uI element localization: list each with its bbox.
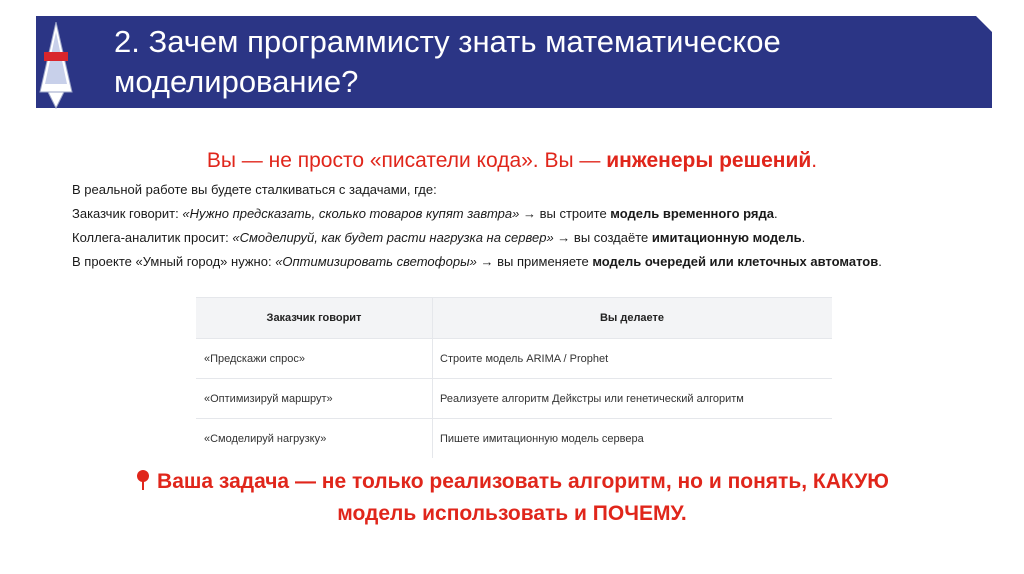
table-row: [196, 378, 832, 419]
example-middle: → вы создаёте: [553, 230, 652, 245]
intro-text: В реальной работе вы будете сталкиваться с задачами, где:: [72, 182, 437, 197]
example-3: [72, 253, 972, 270]
example-prefix: В проекте «Умный город» нужно:: [72, 254, 276, 269]
example-prefix: Коллега-аналитик просит:: [72, 230, 233, 245]
comparison-table: [196, 297, 832, 458]
university-logo-icon: [38, 22, 74, 110]
example-2: [72, 229, 972, 246]
example-middle: → вы применяете: [476, 254, 593, 269]
example-quote: «Смоделируй, как будет расти нагрузка на сервер»: [232, 230, 554, 245]
lead-emphasis: инженеры решений: [606, 149, 812, 172]
example-end: .: [878, 254, 882, 269]
lead-text: Вы — не просто «писатели кода». Вы —: [206, 149, 607, 172]
table-row: [196, 418, 832, 459]
pushpin-icon: [135, 469, 151, 491]
slide-title: [114, 22, 934, 102]
key-takeaway-line1: [0, 466, 1024, 498]
slide-title-line2: моделирование?: [114, 64, 359, 99]
table-cell: «Смоделируй нагрузку»: [204, 433, 327, 445]
lead-statement: [0, 148, 1024, 174]
table-cell: Строите модель ARIMA / Prophet: [440, 353, 609, 365]
example-end: .: [773, 206, 778, 221]
table-header-row: [196, 298, 832, 338]
example-emphasis: модель очередей или клеточных автоматов: [592, 254, 879, 269]
key-takeaway: [0, 466, 1024, 530]
key-takeaway-text-1: Ваша задача — не только реализовать алгоритм, но и понять, КАКУЮ: [157, 470, 889, 493]
table-row: [196, 338, 832, 379]
table-cell: Пишете имитационную модель сервера: [440, 433, 644, 445]
table-header-cell: Заказчик говорит: [266, 312, 362, 324]
example-quote: «Оптимизировать светофоры»: [275, 254, 477, 269]
table-column-divider: [432, 298, 433, 458]
header-corner-notch: [976, 16, 992, 32]
example-quote: «Нужно предсказать, сколько товаров купят завтра»: [182, 206, 520, 221]
key-takeaway-text-2: модель использовать и ПОЧЕМУ.: [337, 502, 687, 525]
example-emphasis: модель временного ряда: [610, 206, 774, 221]
example-1: [72, 205, 972, 222]
example-emphasis: имитационную модель: [651, 230, 802, 245]
example-end: .: [801, 230, 806, 245]
example-prefix: Заказчик говорит:: [72, 206, 183, 221]
example-middle: → вы строите: [519, 206, 611, 221]
table-cell: «Оптимизируй маршрут»: [204, 393, 333, 405]
table-header-cell: Вы делаете: [599, 312, 665, 324]
lead-end: .: [811, 149, 818, 172]
table-cell: «Предскажи спрос»: [204, 353, 305, 365]
table-cell: Реализуете алгоритм Дейкстры или генетический алгоритм: [440, 393, 744, 405]
slide-title-line1: 2. Зачем программисту знать математическое: [114, 24, 781, 59]
